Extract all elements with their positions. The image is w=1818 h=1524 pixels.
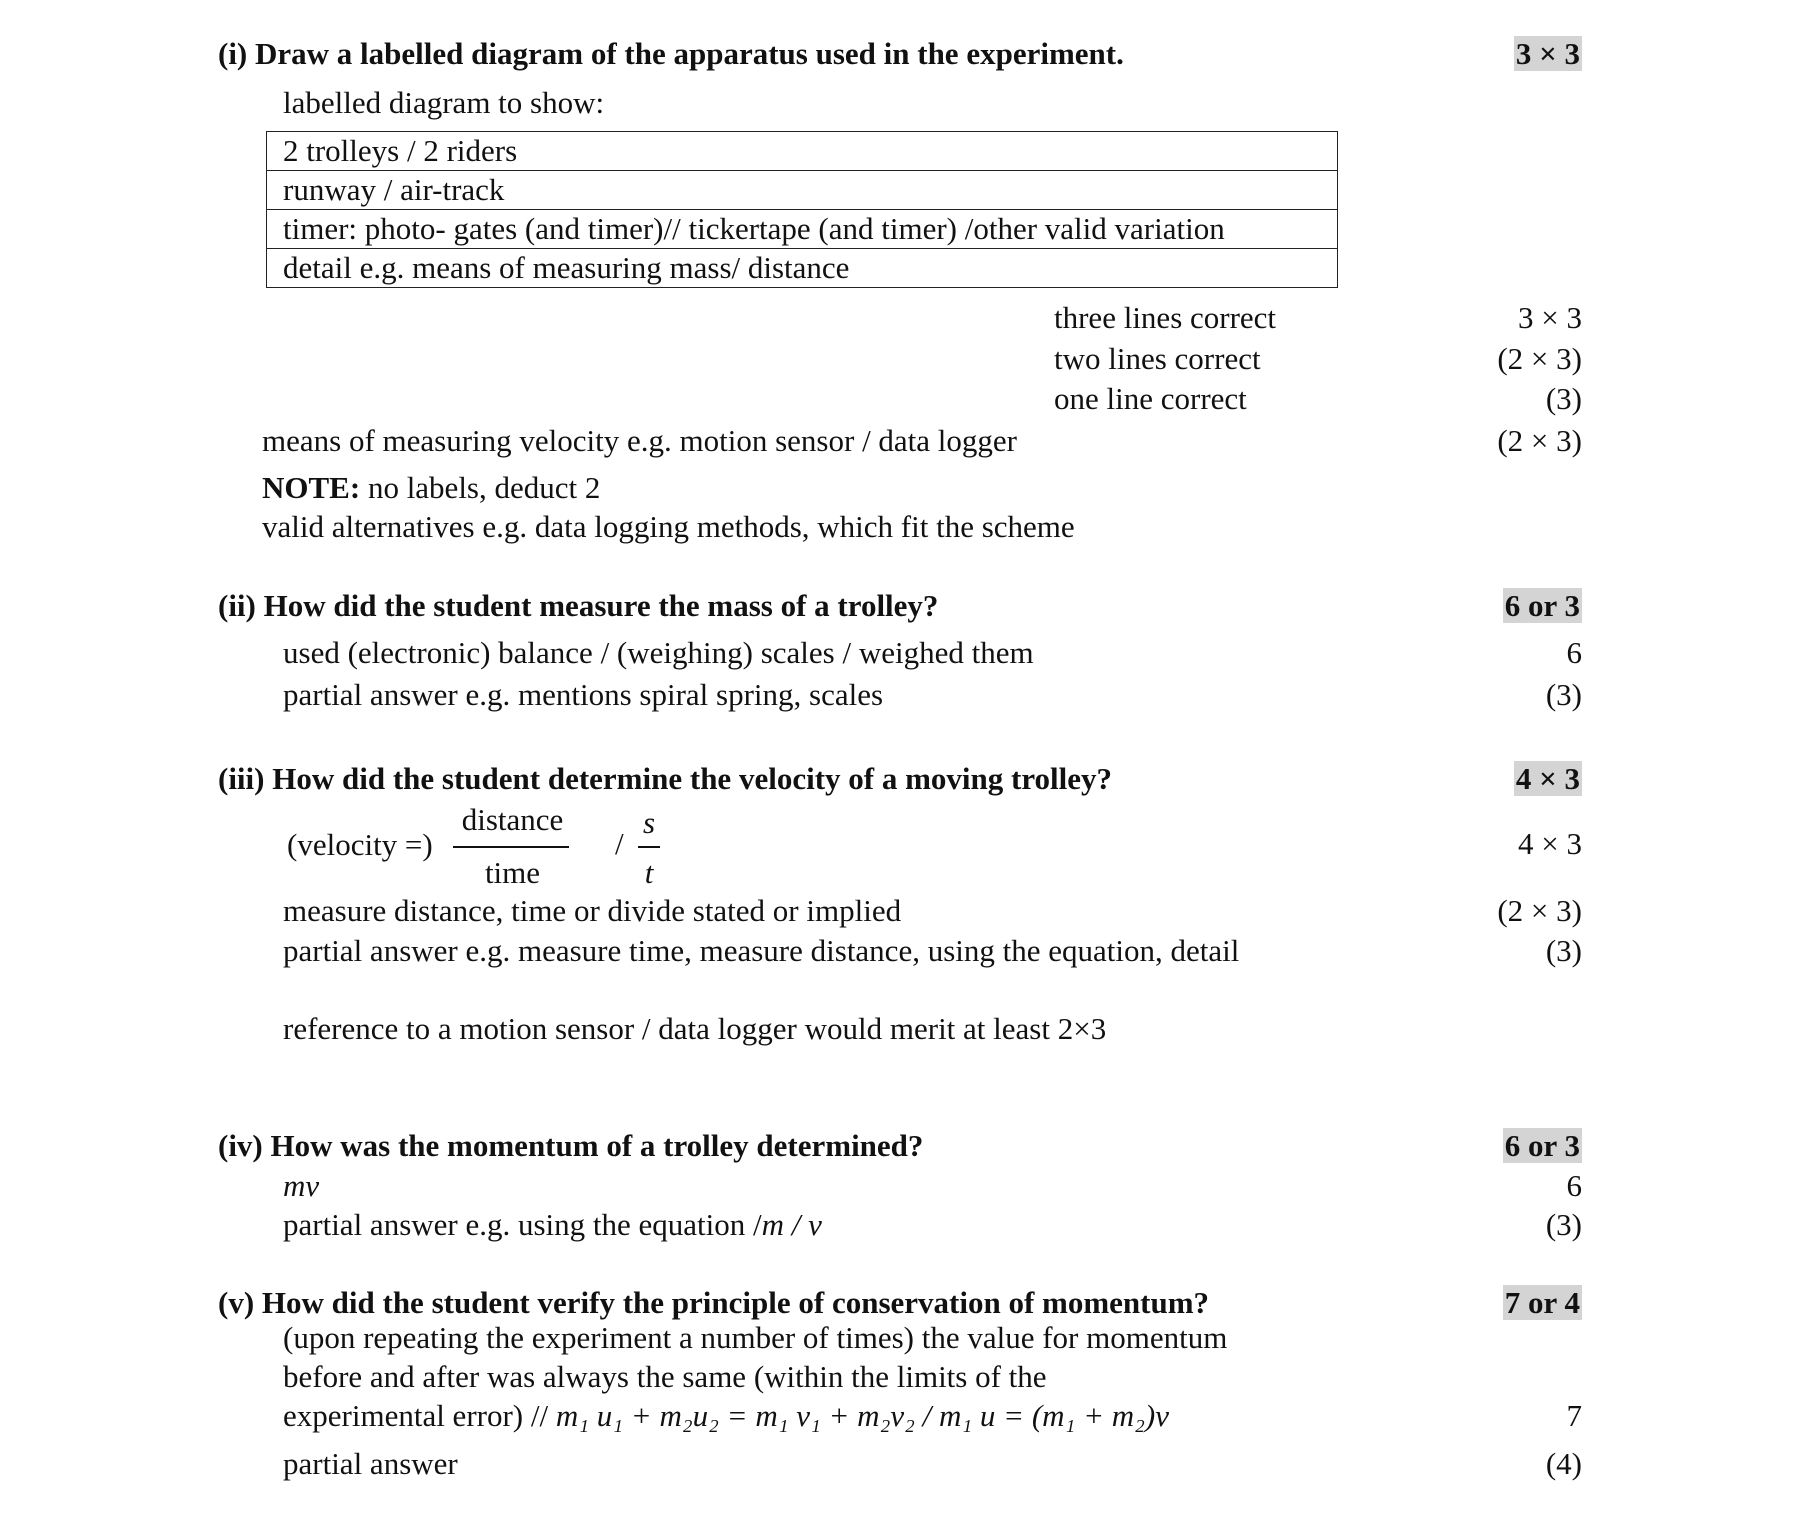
answer-line: (upon repeating the experiment a number of times) the value for momentum [283,1320,1228,1355]
scoring-marks: (2 × 3) [1497,341,1582,376]
partial-answer-line: partial answer [283,1446,458,1481]
velocity-measure-marks: (2 × 3) [1497,423,1582,458]
fraction-numerator: s [642,805,656,840]
table-cell: detail e.g. means of measuring mass/ distance [267,249,1338,288]
conservation-equation: m₁ u₁ + m₂u₂ = m₁ v₁ + m₂v₂ / m₁ u = (m₁ + m₂)v [555,1398,1169,1433]
question-ii-marks [1503,588,1582,624]
question-v-marks [1503,1285,1582,1321]
diagram-criteria-table [266,131,1338,288]
table-cell: timer: photo- gates (and timer)// tickertape (and timer) /other valid variation [267,210,1338,249]
table-cell: runway / air-track [267,171,1338,210]
answer-line: partial answer e.g. mentions spiral spring, scales [283,677,884,712]
marks-badge: 6 or 3 [1504,588,1580,623]
answer-line: before and after was always the same (within the limits of the [283,1359,1047,1394]
scoring-marks: (3) [1545,381,1582,416]
momentum-formula: mv [283,1168,320,1203]
partial-vars: m / v [761,1207,822,1242]
partial-text: partial answer e.g. using the equation / [283,1207,762,1242]
question-v-title: (v) How did the student verify the principle of conservation of momentum? [218,1285,1210,1320]
answer-line: partial answer e.g. measure time, measure distance, using the equation, detail [283,933,1240,968]
question-iv-marks [1503,1128,1582,1164]
diagram-intro: labelled diagram to show: [283,85,605,120]
fraction-bar [638,846,660,848]
answer-text: experimental error) // [283,1398,556,1433]
marks-badge: 6 or 3 [1504,1128,1580,1163]
answer-marks: 7 [1566,1398,1582,1433]
partial-marks: (4) [1545,1446,1582,1481]
reference-line: reference to a motion sensor / data logger would merit at least 2×3 [283,1011,1107,1046]
fraction-separator: / [615,826,624,861]
answer-marks: (2 × 3) [1497,893,1582,928]
answer-marks: (3) [1545,933,1582,968]
partial-answer-line [283,1207,822,1243]
table-cell: 2 trolleys / 2 riders [267,132,1338,171]
answer-line [283,1398,1169,1434]
scoring-label: three lines correct [1054,300,1277,335]
formula-marks: 6 [1566,1168,1582,1203]
question-ii-title: (ii) How did the student measure the mass of a trolley? [218,588,939,623]
table-row [267,132,1338,171]
answer-line: used (electronic) balance / (weighing) scales / weighed them [283,635,1034,670]
fraction-denominator: time [484,855,541,890]
note-line [262,470,600,506]
formula-marks: 4 × 3 [1518,826,1582,861]
velocity-prefix: (velocity =) [287,827,433,862]
partial-marks: (3) [1545,1207,1582,1242]
scoring-marks: 3 × 3 [1518,300,1582,335]
table-row [267,171,1338,210]
scoring-label: two lines correct [1054,341,1261,376]
table-row [267,249,1338,288]
note-label: NOTE: [262,470,361,505]
fraction-denominator: t [644,855,654,890]
fraction-numerator: distance [461,802,564,837]
fraction-bar [453,846,569,848]
answer-marks: (3) [1545,677,1582,712]
velocity-measure-line: means of measuring velocity e.g. motion sensor / data logger [262,423,1018,458]
answer-marks: 6 [1566,635,1582,670]
note-text: no labels, deduct 2 [360,470,601,505]
question-i-title: (i) Draw a labelled diagram of the apparatus used in the experiment. [218,36,1124,71]
question-iv-title: (iv) How was the momentum of a trolley determined? [218,1128,924,1163]
question-i-marks [1514,36,1582,72]
alternatives-line: valid alternatives e.g. data logging methods, which fit the scheme [262,509,1075,544]
marks-badge: 3 × 3 [1515,36,1580,71]
question-iii-marks [1514,761,1582,797]
table-row [267,210,1338,249]
marks-badge: 4 × 3 [1515,761,1580,796]
scoring-label: one line correct [1054,381,1247,416]
answer-line: measure distance, time or divide stated or implied [283,893,902,928]
marks-badge: 7 or 4 [1504,1285,1580,1320]
question-iii-title: (iii) How did the student determine the velocity of a moving trolley? [218,761,1113,796]
